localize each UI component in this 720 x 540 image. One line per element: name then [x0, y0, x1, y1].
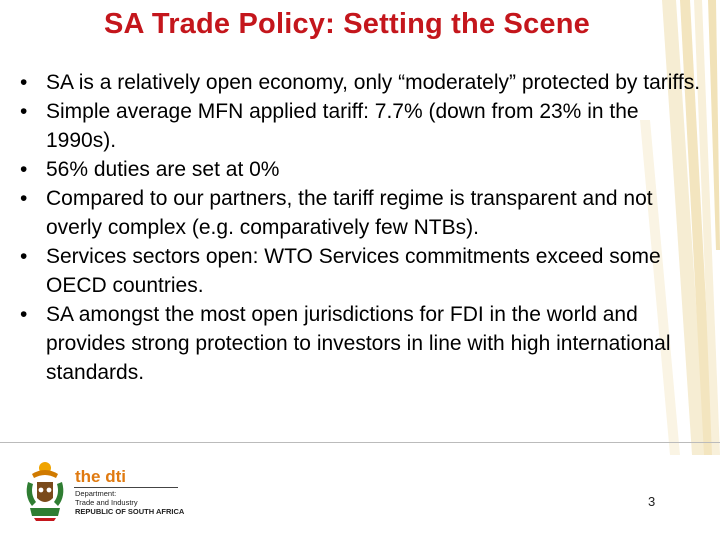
bullet-icon: •: [20, 245, 28, 268]
bullet-list: [20, 68, 710, 387]
bullet-item: • 56% duties are set at 0%: [20, 155, 710, 184]
page-number: 3: [648, 494, 656, 509]
bullet-item: • SA is a relatively open economy, only “moderately” protected by tariffs.: [20, 68, 710, 97]
bullet-icon: •: [20, 158, 28, 181]
dti-logo: the dti: [75, 467, 127, 486]
bullet-item: • Compared to our partners, the tariff regime is transparent and not overly complex (e.g. comparatively few NTBs).: [20, 184, 710, 242]
bullet-icon: •: [20, 303, 28, 326]
department-label: Department: Trade and Industry: [75, 489, 138, 507]
bullet-icon: •: [20, 100, 28, 123]
bullet-item: • Simple average MFN applied tariff: 7.7% (down from 23% in the 1990s).: [20, 97, 710, 155]
bullet-icon: •: [20, 71, 28, 94]
coat-of-arms-icon: [22, 460, 68, 522]
bullet-item: • Services sectors open: WTO Services commitments exceed some OECD countries.: [20, 242, 710, 300]
bullet-item: • SA amongst the most open jurisdictions for FDI in the world and provides strong protection to investors in line with high international standards.: [20, 300, 710, 387]
logo-underline: [74, 487, 178, 488]
country-label: REPUBLIC OF SOUTH AFRICA: [75, 507, 185, 516]
bullet-icon: •: [20, 187, 28, 210]
slide-title: SA Trade Policy: Setting the Scene: [104, 8, 590, 40]
